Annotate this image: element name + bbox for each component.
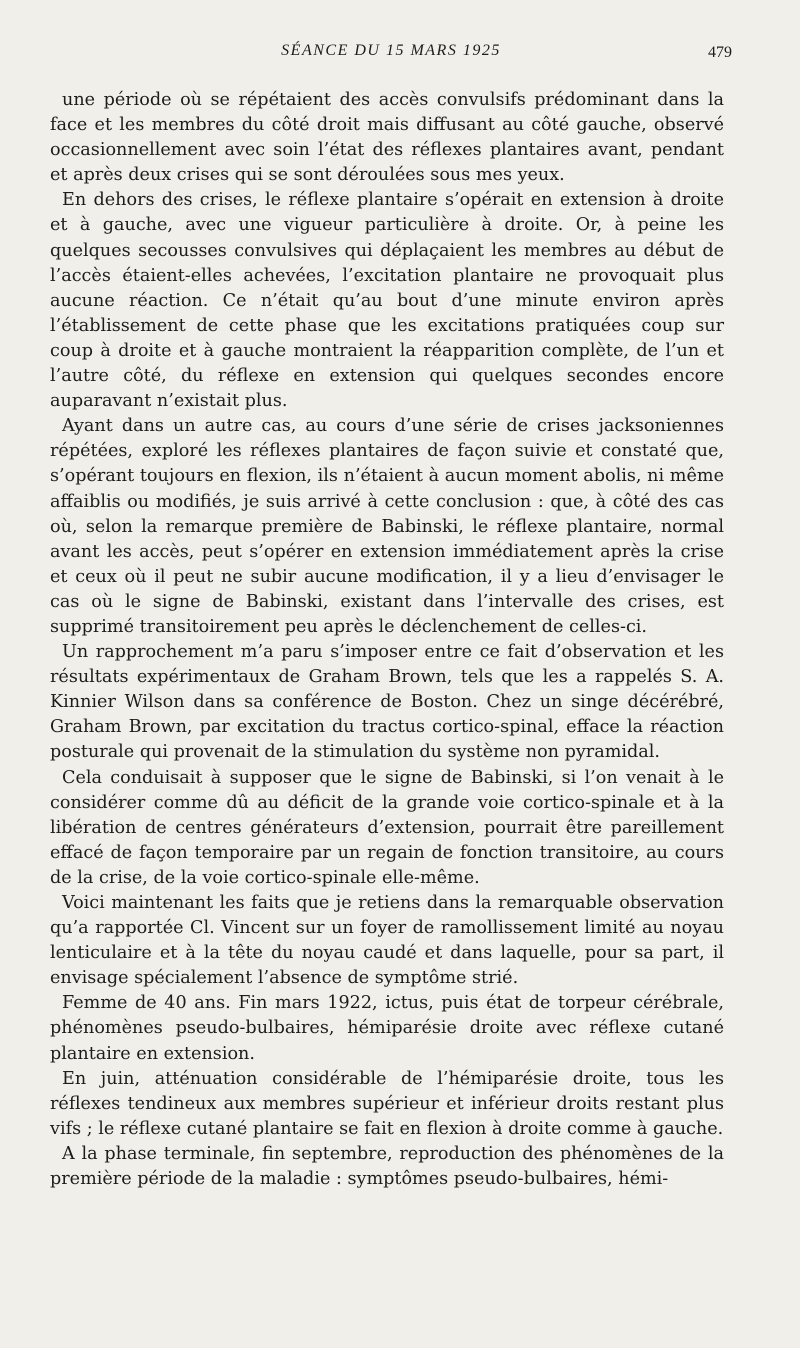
- running-head: SÉANCE DU 15 MARS 1925: [281, 42, 501, 59]
- paragraph: En dehors des crises, le réflexe plantaire s’opérait en extension à droite et à gauche, avec une vigueur particulière à droite. Or, à peine les quelques secousses convulsives qui déplaçaient les membres au début de l’accès étaient-elles achevées, l’excitation plantaire ne provoquait plus aucune réaction. Ce n’était qu’au bout d’une minute environ après l’établissement de cette phase que les excitations pratiquées coup sur coup à droite et à gauche montraient la réapparition complète, de l’un et l’autre côté, du réflexe en extension qui quelques secondes encore auparavant n’existait plus.: [50, 190, 724, 412]
- paragraph: En juin, atténuation considérable de l’hémiparésie droite, tous les réflexes tendineux aux membres supérieur et inférieur droits restant plus vifs ; le réflexe cutané plantaire se fait en flexion à droite comme à gauche.: [50, 1068, 724, 1139]
- paragraph: Un rapprochement m’a paru s’imposer entre ce fait d’observation et les résultats expérimentaux de Graham Brown, tels que les a rappelés S. A. Kinnier Wilson dans sa conférence de Boston. Chez un singe décérébré, Graham Brown, par excitation du tractus cortico-spinal, efface la réaction posturale qui provenait de la stimulation du système non pyramidal.: [50, 642, 724, 763]
- paragraph: Voici maintenant les faits que je retiens dans la remarquable observation qu’a rapportée Cl. Vincent sur un foyer de ramollissement limité au noyau lenticulaire et à la tête du noyau caudé et dans laquelle, pour sa part, il envisage spécialement l’absence de symptôme strié.: [50, 893, 724, 989]
- paragraph: A la phase terminale, fin septembre, reproduction des phénomènes de la première période de la maladie : symptômes pseudo-bulbaires, hémi-: [50, 1143, 724, 1190]
- page-number: 479: [708, 44, 732, 61]
- body-text: [50, 88, 724, 1192]
- paragraph: Femme de 40 ans. Fin mars 1922, ictus, puis état de torpeur cérébrale, phénomènes pseudo-bulbaires, hémiparésie droite avec réflexe cutané plantaire en extension.: [50, 993, 724, 1064]
- paragraph: Ayant dans un autre cas, au cours d’une série de crises jacksoniennes répétées, exploré les réflexes plantaires de façon suivie et constaté que, s’opérant toujours en flexion, ils n’étaient à aucun moment abolis, ni même affaiblis ou modifiés, je suis arrivé à cette conclusion : que, à côté des cas où, selon la remarque première de Babinski, le réflexe plantaire, normal avant les accès, peut s’opérer en extension immédiatement après la crise et ceux où il peut ne subir aucune modification, il y a lieu d’envisager le cas où le signe de Babinski, existant dans l’intervalle des crises, est supprimé transitoirement peu après le déclenchement de celles-ci.: [50, 416, 724, 637]
- paragraph: une période où se répétaient des accès convulsifs prédominant dans la face et les membres du côté droit mais diffusant au côté gauche, observé occasionnellement avec soin l’état des réflexes plantaires avant, pendant et après deux crises qui se sont déroulées sous mes yeux.: [50, 90, 724, 186]
- paragraph: Cela conduisait à supposer que le signe de Babinski, si l’on venait à le considérer comme dû au déficit de la grande voie cortico-spinale et à la libération de centres générateurs d’extension, pourrait être pareillement effacé de façon temporaire par un regain de fonction transitoire, au cours de la crise, de la voie cortico-spinale elle-même.: [50, 767, 724, 888]
- page-header: [50, 42, 732, 70]
